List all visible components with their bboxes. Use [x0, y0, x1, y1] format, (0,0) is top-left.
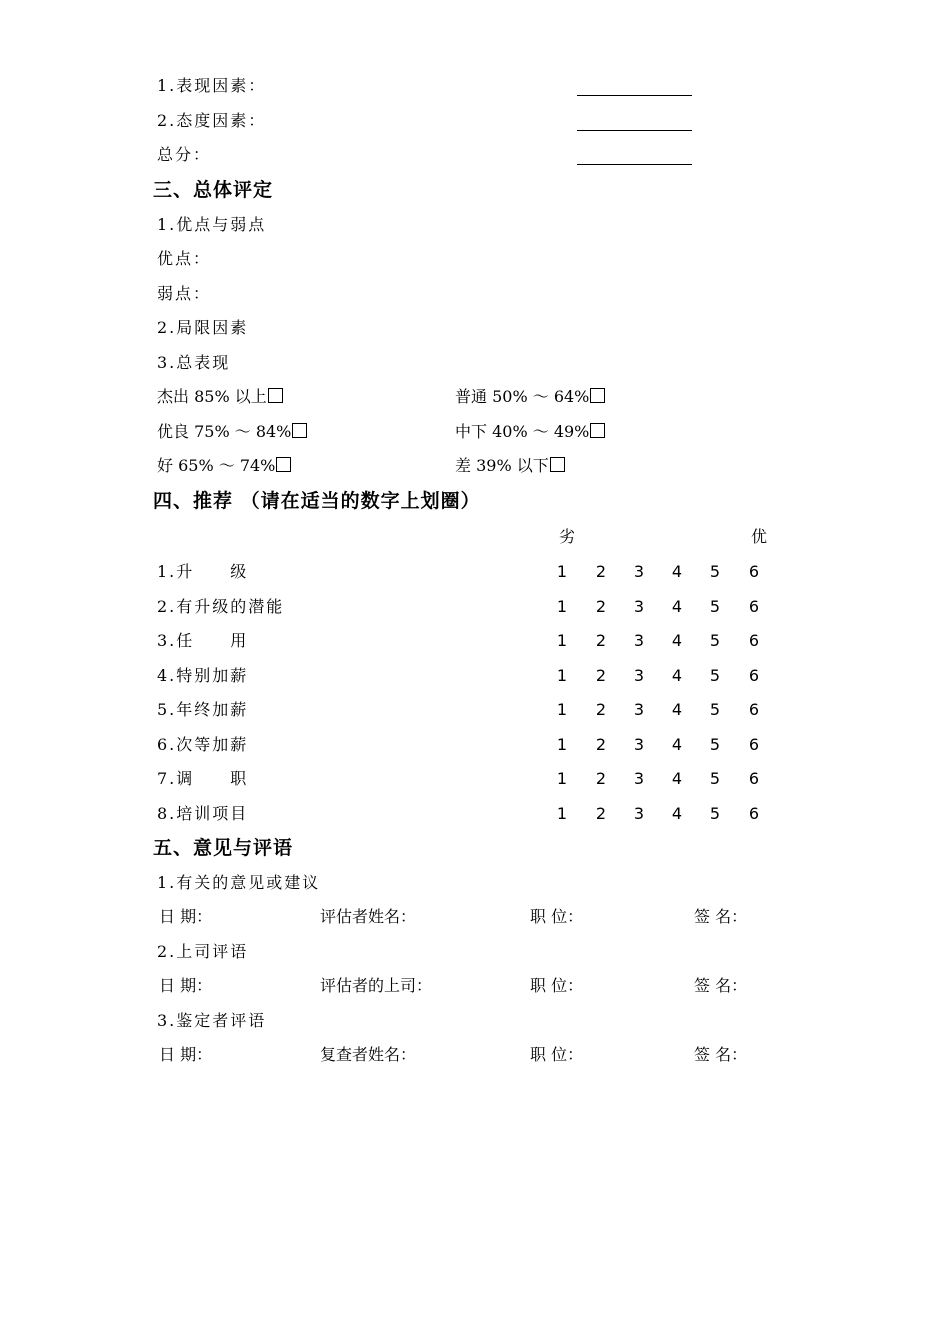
scale-number-5[interactable]: 5: [709, 562, 721, 581]
supervisor-field[interactable]: 评估者的上司：: [320, 976, 433, 995]
rating-option[interactable]: [157, 456, 291, 475]
scale-number-4[interactable]: 4: [671, 769, 683, 788]
position-field[interactable]: 职 位：: [530, 1045, 584, 1064]
section-3-item-1: 1.优点与弱点: [157, 215, 267, 234]
recommendation-row: [0, 659, 800, 693]
scale-number-3[interactable]: 3: [633, 734, 645, 754]
scale-number-6[interactable]: 6: [748, 665, 760, 685]
date-field[interactable]: 日 期：: [159, 907, 213, 926]
scale-number-5[interactable]: 5: [709, 665, 721, 685]
rating-option[interactable]: [157, 422, 307, 441]
scale-number-1[interactable]: 1: [556, 700, 568, 719]
scale-number-4[interactable]: 4: [671, 665, 683, 685]
section-3-title: 三、总体评定: [153, 179, 274, 201]
signature-row: [157, 969, 797, 1003]
comment-heading: 3.鉴定者评语: [157, 1011, 267, 1030]
scale-number-6[interactable]: 6: [748, 700, 760, 719]
evaluator-name-field[interactable]: 评估者姓名：: [320, 907, 417, 926]
section-3-item-2: 2.局限因素: [157, 318, 249, 337]
scale-number-2[interactable]: 2: [595, 734, 607, 754]
recommendation-row: [0, 728, 800, 762]
scale-number-1[interactable]: 1: [556, 803, 568, 823]
score-blank-line[interactable]: [577, 130, 692, 131]
scale-number-4[interactable]: 4: [671, 596, 683, 616]
signature-field[interactable]: 签 名：: [694, 907, 748, 926]
score-label: 总分：: [157, 145, 212, 164]
recommendation-row: [0, 590, 800, 624]
recommendation-label: 7.调 职: [157, 769, 249, 788]
scale-number-1[interactable]: 1: [556, 596, 568, 616]
scale-number-3[interactable]: 3: [633, 596, 645, 616]
scale-number-1[interactable]: 1: [556, 734, 568, 754]
scale-number-5[interactable]: 5: [709, 596, 721, 616]
date-field[interactable]: 日 期：: [159, 976, 213, 995]
rating-checkbox[interactable]: [550, 457, 565, 472]
scale-number-3[interactable]: 3: [633, 562, 645, 581]
scale-number-2[interactable]: 2: [595, 562, 607, 581]
scale-number-2[interactable]: 2: [595, 700, 607, 719]
score-blank-line[interactable]: [577, 164, 692, 165]
score-row: [157, 69, 266, 103]
scale-number-1[interactable]: 1: [556, 562, 568, 581]
section-5-title: 五、意见与评语: [153, 837, 294, 859]
strengths-label: 优点：: [157, 249, 212, 268]
scale-number-1[interactable]: 1: [556, 631, 568, 650]
position-field[interactable]: 职 位：: [530, 907, 584, 926]
scale-number-5[interactable]: 5: [709, 700, 721, 719]
rating-checkbox[interactable]: [590, 423, 605, 438]
score-row: [157, 104, 266, 138]
scale-number-3[interactable]: 3: [633, 769, 645, 788]
scale-number-1[interactable]: 1: [556, 769, 568, 788]
position-field[interactable]: 职 位：: [530, 976, 584, 995]
recommendation-label: 6.次等加薪: [157, 734, 249, 754]
scale-number-6[interactable]: 6: [748, 596, 760, 616]
scale-number-3[interactable]: 3: [633, 803, 645, 823]
rating-row: [157, 380, 757, 414]
signature-row: [157, 900, 797, 934]
recommendation-row: [0, 555, 800, 589]
rating-option-label: 优良 75% ～ 84%: [157, 422, 292, 441]
rating-checkbox[interactable]: [292, 423, 307, 438]
recommendation-label: 4.特别加薪: [157, 665, 249, 685]
scale-number-4[interactable]: 4: [671, 700, 683, 719]
section-4-title: 四、推荐 （请在适当的数字上划圈）: [153, 490, 481, 512]
recommendation-label: 1.升 级: [157, 562, 249, 581]
scale-number-2[interactable]: 2: [595, 665, 607, 685]
scale-number-6[interactable]: 6: [748, 562, 760, 581]
rating-option[interactable]: [455, 380, 605, 414]
scale-number-2[interactable]: 2: [595, 803, 607, 823]
rating-option[interactable]: [157, 387, 283, 406]
scale-number-4[interactable]: 4: [671, 803, 683, 823]
scale-number-6[interactable]: 6: [748, 769, 760, 788]
rating-option-label: 好 65% ～ 74%: [157, 456, 276, 475]
weaknesses-label: 弱点：: [157, 284, 212, 303]
rating-row: [157, 415, 757, 449]
recommendation-label: 3.任 用: [157, 631, 249, 650]
reviewer-name-field[interactable]: 复查者姓名：: [320, 1045, 417, 1064]
scale-number-5[interactable]: 5: [709, 734, 721, 754]
signature-field[interactable]: 签 名：: [694, 976, 748, 995]
comment-heading: 2.上司评语: [157, 942, 249, 961]
recommendation-row: [0, 797, 800, 831]
rating-option-label: 杰出 85% 以上: [157, 387, 267, 406]
scale-number-3[interactable]: 3: [633, 631, 645, 650]
rating-option[interactable]: [455, 415, 605, 449]
recommendation-label: 2.有升级的潜能: [157, 596, 285, 616]
scale-number-5[interactable]: 5: [709, 803, 721, 823]
rating-option-label: 中下 40% ～ 49%: [455, 422, 590, 441]
rating-option-label: 差 39% 以下: [455, 456, 549, 475]
recommendation-label: 5.年终加薪: [157, 700, 249, 719]
rating-checkbox[interactable]: [590, 388, 605, 403]
recommendation-row: [0, 624, 800, 658]
section-3-item-3: 3.总表现: [157, 353, 231, 372]
rating-option-label: 普通 50% ～ 64%: [455, 387, 590, 406]
scale-low-label: 劣: [559, 527, 576, 546]
date-field[interactable]: 日 期：: [159, 1045, 213, 1064]
rating-checkbox[interactable]: [268, 388, 283, 403]
rating-option[interactable]: [455, 449, 565, 483]
scale-number-5[interactable]: 5: [709, 631, 721, 650]
scale-number-3[interactable]: 3: [633, 700, 645, 719]
rating-row: [157, 449, 757, 483]
score-label: 1.表现因素：: [157, 76, 267, 95]
recommendation-row: [0, 693, 800, 727]
scale-number-2[interactable]: 2: [595, 596, 607, 616]
comment-heading: 1.有关的意见或建议: [157, 873, 321, 892]
scale-number-3[interactable]: 3: [633, 665, 645, 685]
scale-number-6[interactable]: 6: [748, 803, 760, 823]
scale-number-5[interactable]: 5: [709, 769, 721, 788]
score-blank-line[interactable]: [577, 95, 692, 96]
signature-row: [157, 1038, 797, 1072]
score-row: [157, 138, 211, 172]
scale-number-4[interactable]: 4: [671, 562, 683, 581]
scale-number-6[interactable]: 6: [748, 734, 760, 754]
scale-number-1[interactable]: 1: [556, 665, 568, 685]
rating-checkbox[interactable]: [276, 457, 291, 472]
scale-number-4[interactable]: 4: [671, 734, 683, 754]
signature-field[interactable]: 签 名：: [694, 1045, 748, 1064]
score-label: 2.态度因素：: [157, 111, 267, 130]
scale-number-2[interactable]: 2: [595, 769, 607, 788]
scale-high-label: 优: [751, 527, 768, 546]
scale-number-4[interactable]: 4: [671, 631, 683, 650]
recommendation-row: [0, 762, 800, 796]
scale-number-6[interactable]: 6: [748, 631, 760, 650]
scale-number-2[interactable]: 2: [595, 631, 607, 650]
recommendation-label: 8.培训项目: [157, 803, 249, 823]
